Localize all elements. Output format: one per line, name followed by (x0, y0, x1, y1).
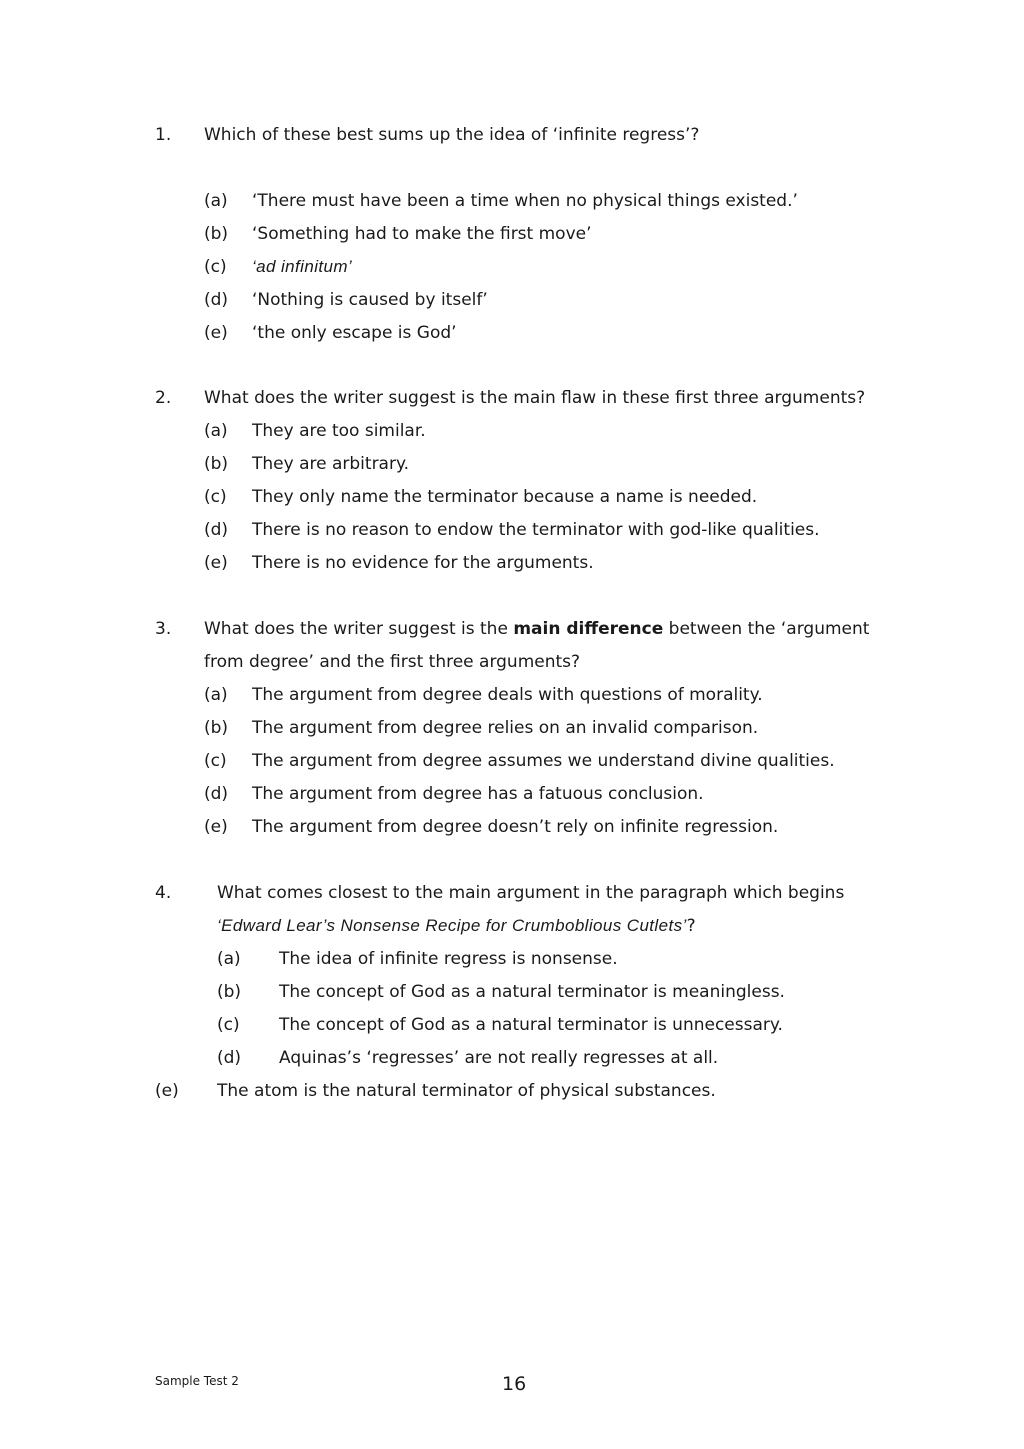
question-3-text-after: between the ‘argument (663, 619, 870, 639)
q3-option-a-text: The argument from degree deals with questions of morality. (252, 685, 763, 705)
q4-option-b-text: The concept of God as a natural terminator is meaningless. (279, 982, 785, 1002)
q3-option-c-text: The argument from degree assumes we understand divine qualities. (252, 751, 835, 771)
question-4-text-line2 (217, 916, 696, 936)
q1-option-c-letter: (c) (204, 257, 227, 277)
question-4-text: What comes closest to the main argument in the paragraph which begins (217, 883, 845, 903)
q4-option-b-letter: (b) (217, 982, 242, 1002)
question-3-number: 3. (155, 619, 172, 639)
question-1-number: 1. (155, 125, 172, 145)
q2-option-c-text: They only name the terminator because a name is needed. (252, 487, 758, 507)
question-1-text: Which of these best sums up the idea of ‘infinite regress’? (204, 125, 700, 145)
q1-option-b-letter: (b) (204, 224, 229, 244)
q4-option-c-text: The concept of God as a natural terminator is unnecessary. (279, 1015, 783, 1035)
q3-option-e-text: The argument from degree doesn’t rely on infinite regression. (252, 817, 779, 837)
q4-option-c-letter: (c) (217, 1015, 240, 1035)
q2-option-b-letter: (b) (204, 454, 229, 474)
q1-option-d-text: ‘Nothing is caused by itself’ (252, 290, 488, 310)
q1-option-e-letter: (e) (204, 323, 228, 343)
q2-option-d-letter: (d) (204, 520, 229, 540)
q2-option-e-text: There is no evidence for the arguments. (252, 553, 594, 573)
q2-option-a-text: They are too similar. (252, 421, 426, 441)
question-2-text: What does the writer suggest is the main flaw in these first three arguments? (204, 388, 866, 408)
question-4-number: 4. (155, 883, 172, 903)
q2-option-a-letter: (a) (204, 421, 228, 441)
q3-option-d-text: The argument from degree has a fatuous conclusion. (252, 784, 704, 804)
q1-option-e-text: ‘the only escape is God’ (252, 323, 457, 343)
q3-option-c-letter: (c) (204, 751, 227, 771)
question-2-number: 2. (155, 388, 172, 408)
question-3-text-line2: from degree’ and the first three arguments? (204, 652, 581, 672)
question-3-text-before: What does the writer suggest is the (204, 619, 514, 639)
q2-option-e-letter: (e) (204, 553, 228, 573)
footer-label: Sample Test 2 (155, 1374, 239, 1388)
q4-option-a-letter: (a) (217, 949, 241, 969)
q3-option-b-letter: (b) (204, 718, 229, 738)
q4-option-e-letter: (e) (155, 1081, 179, 1101)
q1-option-c-text: ‘ad infinitum’ (252, 257, 353, 276)
q2-option-b-text: They are arbitrary. (252, 454, 410, 474)
question-4-quote: ‘Edward Lear’s Nonsense Recipe for Crumboblious Cutlets’ (217, 916, 687, 935)
q1-option-a-text: ‘There must have been a time when no physical things existed.’ (252, 191, 798, 211)
q3-option-b-text: The argument from degree relies on an invalid comparison. (252, 718, 759, 738)
q4-option-e-text: The atom is the natural terminator of physical substances. (217, 1081, 716, 1101)
q1-option-b-text: ‘Something had to make the first move’ (252, 224, 592, 244)
q2-option-c-letter: (c) (204, 487, 227, 507)
q3-option-d-letter: (d) (204, 784, 229, 804)
q4-option-d-letter: (d) (217, 1048, 242, 1068)
q2-option-d-text: There is no reason to endow the terminator with god-like qualities. (252, 520, 820, 540)
q1-option-a-letter: (a) (204, 191, 228, 211)
question-3-text (204, 619, 869, 639)
q4-option-a-text: The idea of infinite regress is nonsense. (279, 949, 618, 969)
q1-option-d-letter: (d) (204, 290, 229, 310)
page-number: 16 (502, 1373, 527, 1395)
question-4-text-end: ? (686, 916, 696, 936)
q3-option-e-letter: (e) (204, 817, 228, 837)
q3-option-a-letter: (a) (204, 685, 228, 705)
question-3-emphasis: main difference (513, 619, 664, 639)
q4-option-d-text: Aquinas’s ‘regresses’ are not really regresses at all. (279, 1048, 719, 1068)
